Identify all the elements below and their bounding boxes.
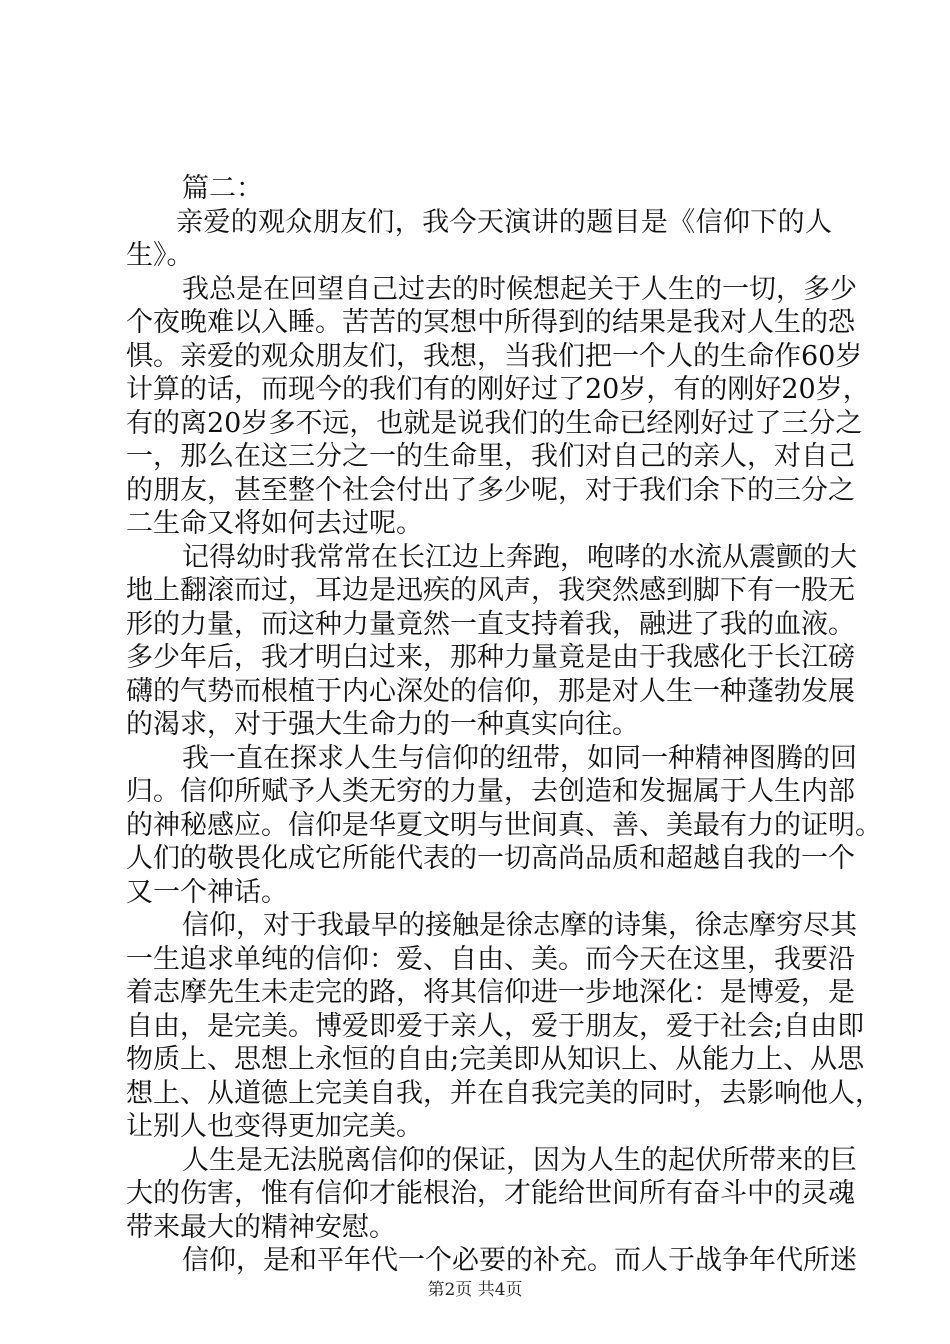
text-line: 的渴求，对于强大生命力的一种真实向往。 (126, 709, 639, 740)
text-line: 篇二： (182, 173, 263, 204)
text-line: 人生是无法脱离信仰的保证，因为人生的起伏所带来的巨 (182, 1144, 857, 1176)
text-line: 多少年后，我才明白过来，那种力量竟是由于我感化于长江磅 (126, 642, 855, 673)
text-line: 的朋友，甚至整个社会付出了多少呢，对于我们余下的三分之 (126, 474, 855, 506)
text-line: 物质上、思想上永恒的自由;完美即从知识上、从能力上、从思 (126, 1044, 865, 1075)
text-line: 归。信仰所赋予人类无穷的力量，去创造和发掘属于人生内部 (126, 776, 855, 807)
document-body (126, 172, 882, 1278)
text-line: 一，那么在这三分之一的生命里，我们对自己的亲人，对自己 (126, 441, 855, 472)
text-line: 计算的话，而现今的我们有的刚好过了20岁，有的刚好20岁， (126, 374, 870, 405)
text-line: 有的离20岁多不远，也就是说我们的生命已经刚好过了三分之 (126, 407, 863, 439)
text-line: 着志摩先生未走完的路，将其信仰进一步地深化：是博爱，是 (126, 977, 855, 1008)
text-line: 个夜晚难以入睡。苦苦的冥想中所得到的结果是我对人生的恐 (126, 307, 855, 338)
text-line: 信仰，是和平年代一个必要的补充。而人于战争年代所迷 (182, 1245, 857, 1276)
text-line: 让别人也变得更加完美。 (126, 1111, 423, 1142)
text-line: 惧。亲爱的观众朋友们，我想，当我们把一个人的生命作60岁 (126, 340, 863, 372)
text-line: 记得幼时我常常在长江边上奔跑，咆哮的水流从震颤的大 (182, 541, 857, 573)
text-line: 自由，是完美。博爱即爱于亲人，爱于朋友，爱于社会;自由即 (126, 1010, 865, 1042)
text-line: 信仰，对于我最早的接触是徐志摩的诗集，徐志摩穷尽其 (182, 910, 857, 941)
text-line: 我一直在探求人生与信仰的纽带，如同一种精神图腾的回 (182, 742, 857, 774)
text-line: 二生命又将如何去过呢。 (126, 508, 423, 539)
text-line: 带来最大的精神安慰。 (126, 1211, 396, 1243)
text-line: 礴的气势而根植于内心深处的信仰，那是对人生一种蓬勃发展 (126, 675, 855, 707)
page-footer: 第2页 共4页 (427, 1280, 523, 1300)
text-line: 亲爱的观众朋友们，我今天演讲的题目是《信仰下的人 (176, 206, 832, 238)
text-line: 生》。 (126, 240, 194, 271)
text-line: 人们的敬畏化成它所能代表的一切高尚品质和超越自我的一个 (126, 843, 855, 874)
text-line: 的神秘感应。信仰是华夏文明与世间真、善、美最有力的证明。 (126, 809, 882, 841)
text-line: 又一个神话。 (126, 876, 288, 908)
text-line: 我总是在回望自己过去的时候想起关于人生的一切，多少 (182, 273, 857, 305)
text-line: 一生追求单纯的信仰：爱、自由、美。而今天在这里，我要沿 (126, 943, 855, 975)
text-line: 地上翻滚而过，耳边是迅疾的风声，我突然感到脚下有一股无 (126, 575, 855, 606)
text-line: 想上、从道德上完美自我，并在自我完美的同时，去影响他人， (126, 1077, 882, 1109)
text-line: 形的力量，而这种力量竟然一直支持着我，融进了我的血液。 (126, 608, 855, 640)
text-line: 大的伤害，惟有信仰才能根治，才能给世间所有奋斗中的灵魂 (126, 1178, 855, 1209)
